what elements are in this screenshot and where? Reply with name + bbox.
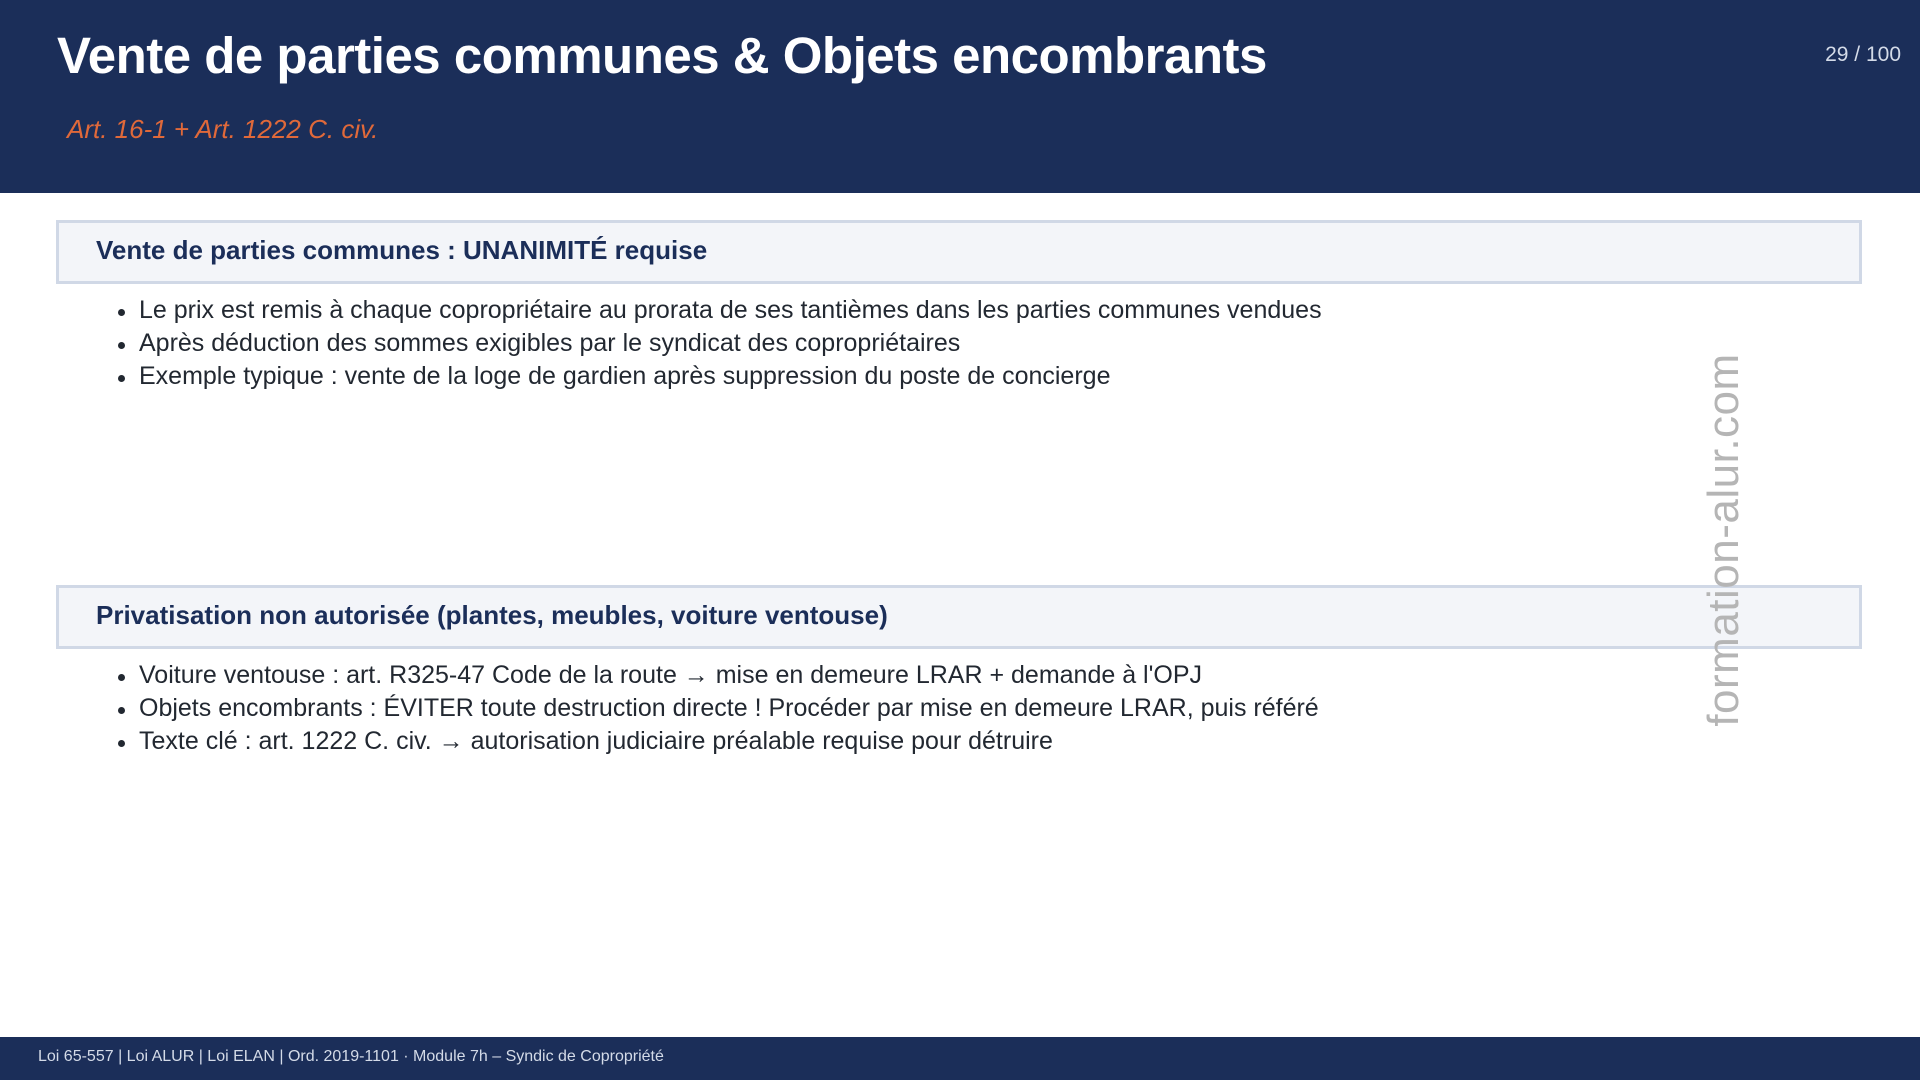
slide-subtitle: Art. 16-1 + Art. 1222 C. civ. xyxy=(67,114,379,144)
bullet-list-vente xyxy=(115,294,1322,393)
bullet-list-privatisation xyxy=(115,659,1319,758)
section-header-vente xyxy=(56,220,1862,284)
page-counter: 29 / 100 xyxy=(1825,43,1901,66)
section-title: Vente de parties communes : UNANIMITÉ requise xyxy=(96,235,708,265)
section-title: Privatisation non autorisée (plantes, meubles, voiture ventouse) xyxy=(96,600,888,630)
list-item: Après déduction des sommes exigibles par le syndicat des copropriétaires xyxy=(115,327,1322,360)
footer-text: Loi 65-557 | Loi ALUR | Loi ELAN | Ord. 2019-1101 · Module 7h – Syndic de Copropriété xyxy=(38,1048,664,1065)
watermark: formation-alur.com xyxy=(1699,353,1748,727)
slide-title: Vente de parties communes & Objets encombrants xyxy=(57,27,1267,84)
list-item: Le prix est remis à chaque copropriétaire au prorata de ses tantièmes dans les parties communes vendues xyxy=(115,294,1322,327)
list-item: Voiture ventouse : art. R325-47 Code de la route → mise en demeure LRAR + demande à l'OPJ xyxy=(115,659,1319,692)
list-item: Texte clé : art. 1222 C. civ. → autorisation judiciaire préalable requise pour détruire xyxy=(115,725,1319,758)
list-item: Exemple typique : vente de la loge de gardien après suppression du poste de concierge xyxy=(115,360,1322,393)
section-header-privatisation xyxy=(56,585,1862,649)
footer-bar xyxy=(0,1037,1920,1080)
header-bar xyxy=(0,0,1920,193)
list-item: Objets encombrants : ÉVITER toute destruction directe ! Procéder par mise en demeure LRAR, puis référé xyxy=(115,692,1319,725)
